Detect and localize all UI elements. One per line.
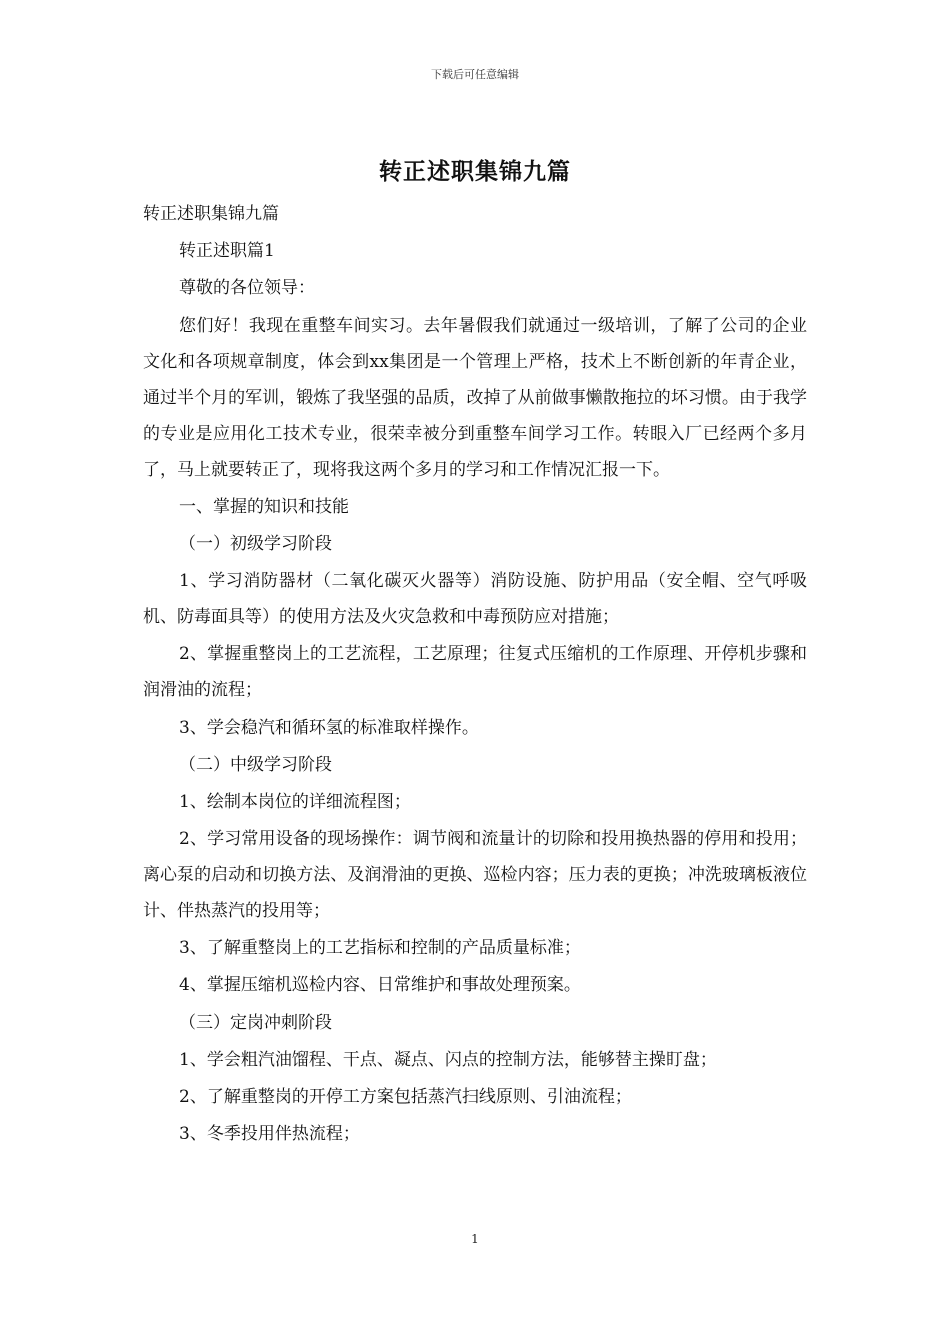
paragraph: 尊敬的各位领导：: [179, 278, 315, 299]
subsection-heading: （一）初级学习阶段: [179, 533, 332, 554]
paragraph: 您们好！我现在重整车间实习。去年暑假我们就通过一级培训，了解了公司的企业文化和各项规章制度，体会到xx集团是一个管理上严格，技术上不断创新的年青企业，通过半个月的军训，锻炼了我坚强的品质，改掉了从前做事懒散拖拉的坏习惯。由于我学的专业是应用化工技术专业，很荣幸被分到重整车间学习工作。转眼入厂已经两个多月了，马上就要转正了，现将我这两个多月的学习和工作情况汇报一下。: [143, 315, 807, 480]
list-item: 2、掌握重整岗上的工艺流程，工艺原理；往复式压缩机的工作原理、开停机步骤和润滑油的流程；: [143, 644, 807, 701]
subsection-heading: （二）中级学习阶段: [179, 754, 332, 775]
paragraph: 转正述职集锦九篇: [143, 204, 279, 224]
page-number: 1: [471, 1232, 479, 1246]
document-title: 转正述职集锦九篇: [379, 158, 571, 185]
paragraph: 转正述职篇1: [179, 241, 275, 262]
subsection-heading: （三）定岗冲刺阶段: [179, 1012, 332, 1033]
list-item: 1、绘制本岗位的详细流程图；: [179, 791, 411, 812]
list-item: 3、冬季投用伴热流程；: [179, 1124, 360, 1145]
list-item: 3、了解重整岗上的工艺指标和控制的产品质量标准；: [179, 938, 581, 959]
list-item: 2、了解重整岗的开停工方案包括蒸汽扫线原则、引油流程；: [179, 1087, 632, 1107]
document-body: [143, 196, 807, 1153]
list-item: 1、学习消防器材（二氧化碳灭火器等）消防设施、防护用品（安全帽、空气呼吸机、防毒面具等）的使用方法及火灾急救和中毒预防应对措施；: [143, 571, 807, 628]
list-item: 4、掌握压缩机巡检内容、日常维护和事故处理预案。: [179, 975, 581, 996]
list-item: 3、学会稳汽和循环氢的标准取样操作。: [179, 717, 479, 738]
list-item: 1、学会粗汽油馏程、干点、凝点、闪点的控制方法，能够替主操盯盘；: [179, 1049, 717, 1070]
page-header: 下载后可任意编辑: [431, 68, 519, 81]
section-heading: 一、掌握的知识和技能: [179, 496, 349, 517]
list-item: 2、学习常用设备的现场操作：调节阀和流量计的切除和投用换热器的停用和投用；离心泵的启动和切换方法、及润滑油的更换、巡检内容；压力表的更换；冲洗玻璃板液位计、伴热蒸汽的投用等；: [143, 829, 807, 922]
